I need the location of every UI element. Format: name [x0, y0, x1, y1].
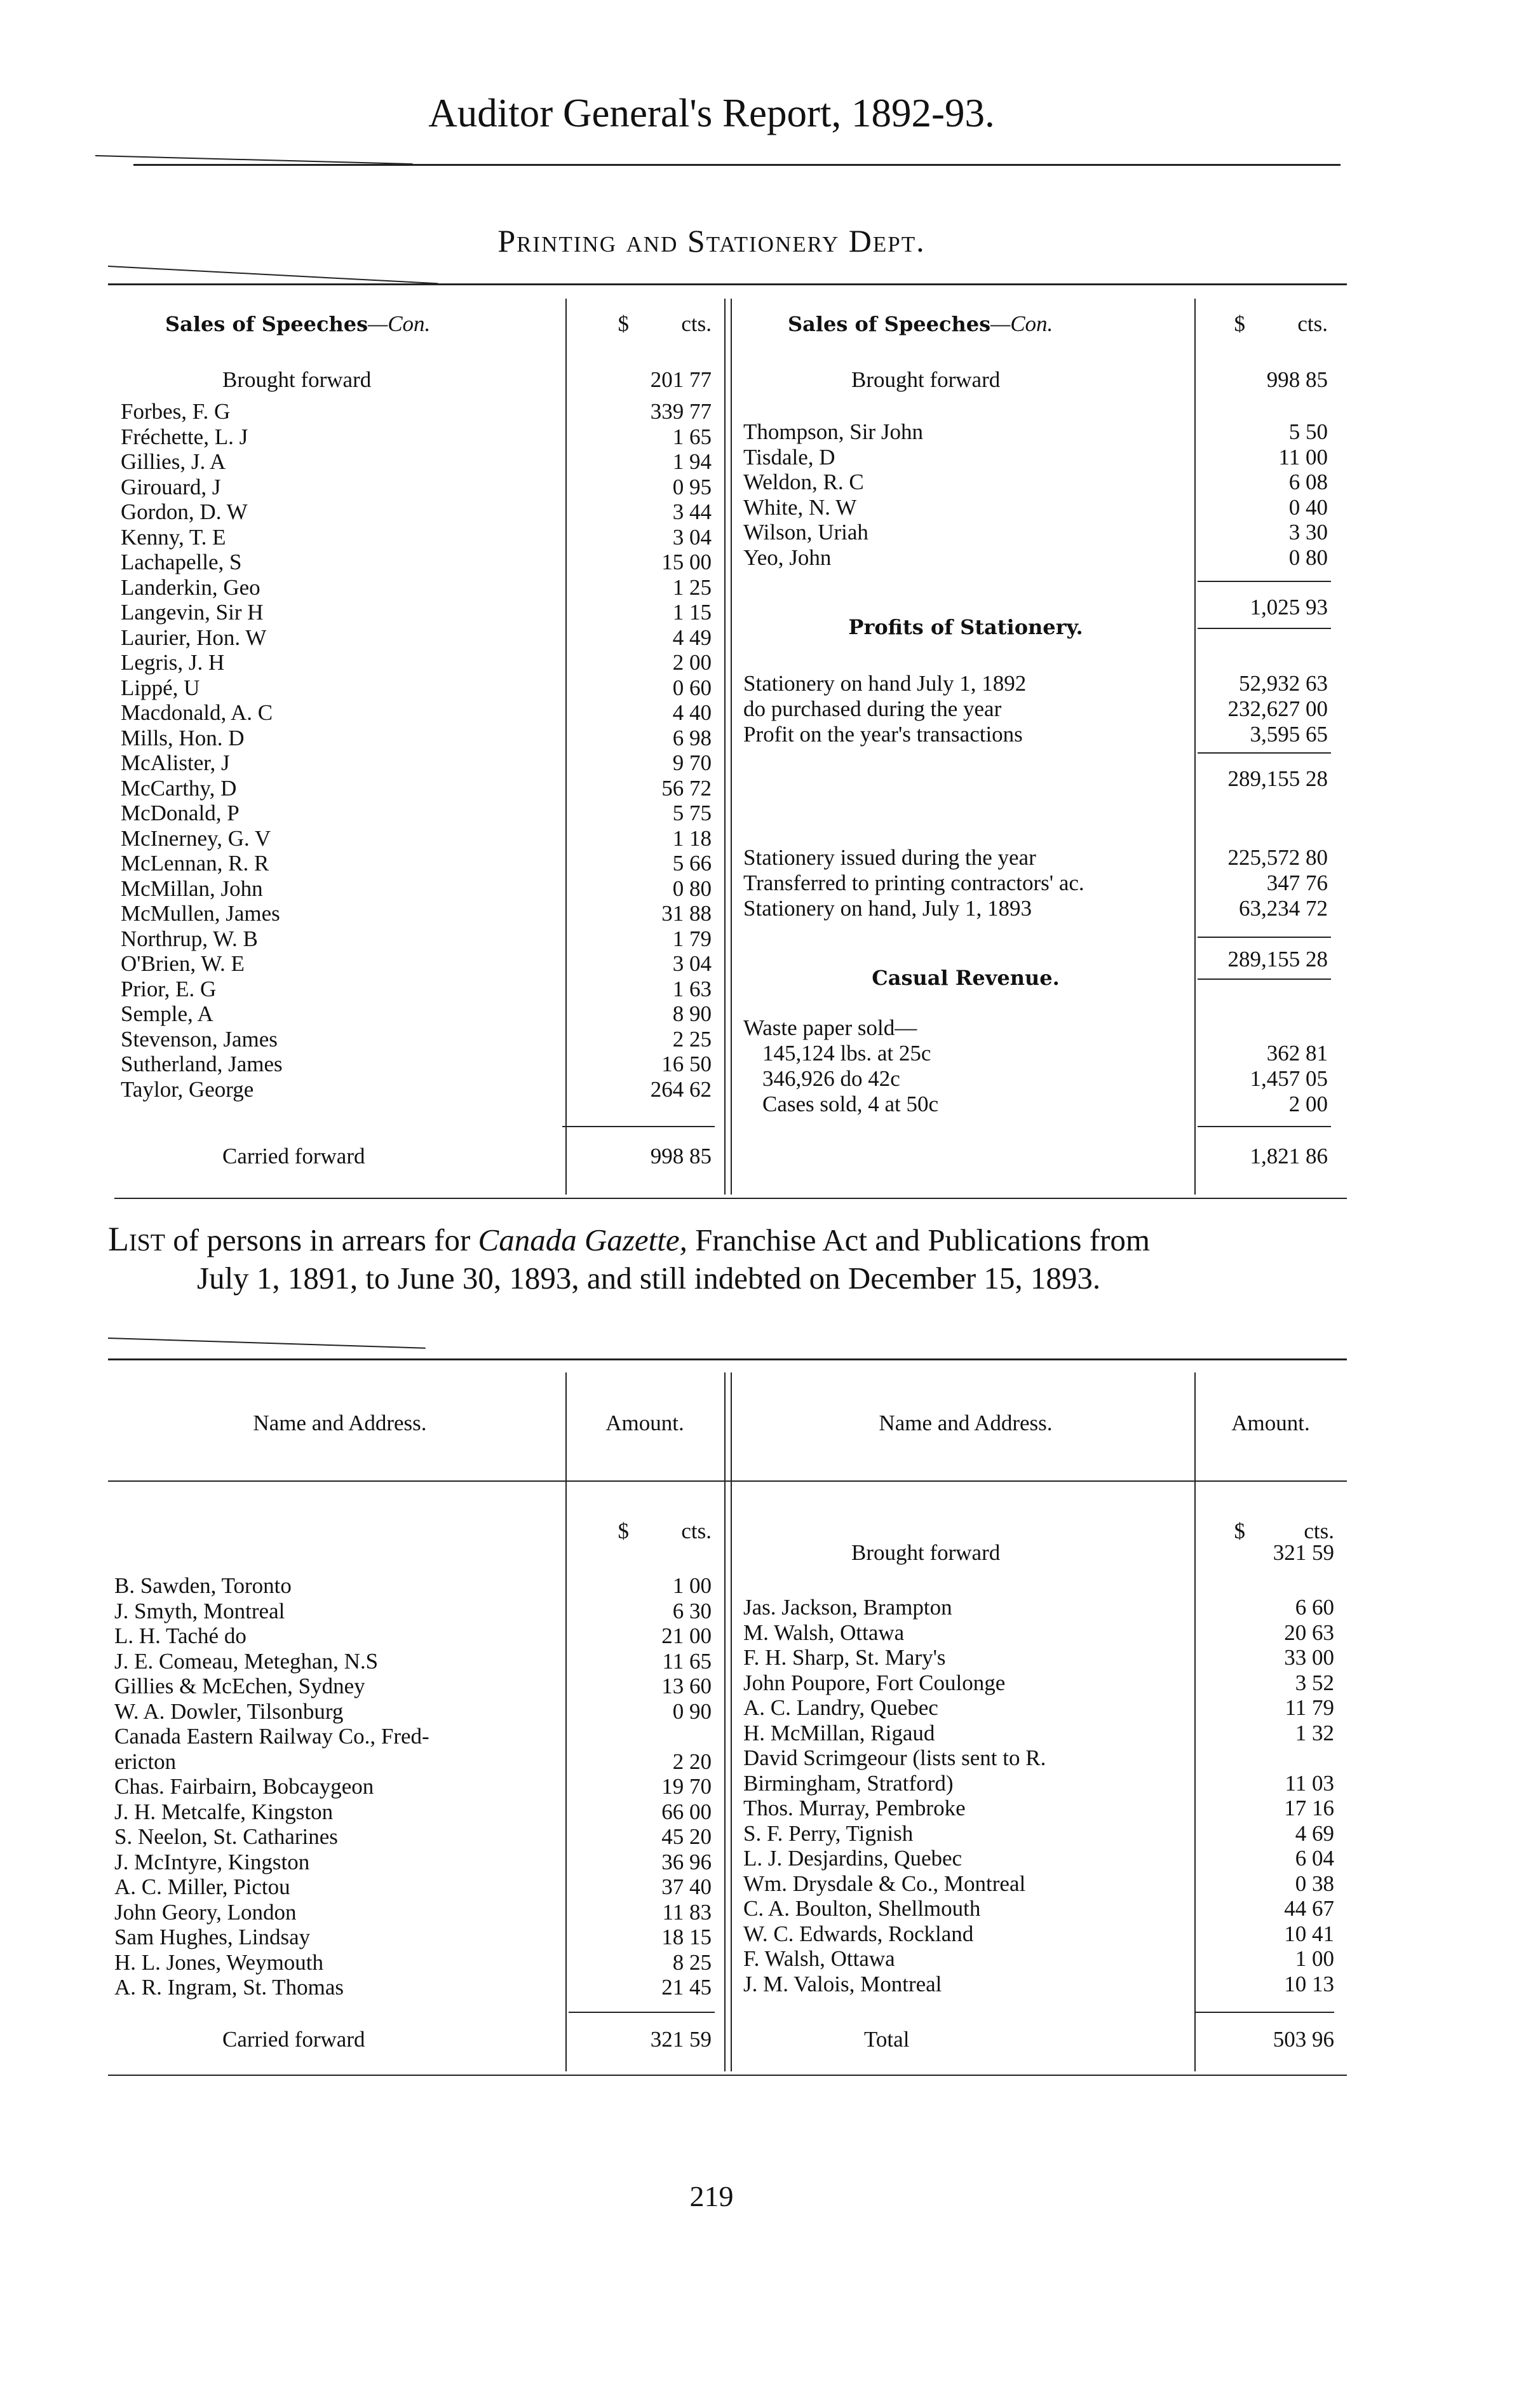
row-amount: 0 38 [1295, 1871, 1334, 1896]
row-amount: 0 95 [672, 474, 712, 499]
row-name: Mills, Hon. D [121, 725, 245, 750]
row-amount: 17 16 [1284, 1796, 1334, 1820]
speeches-subtotal: 1,025 93 [1250, 595, 1328, 620]
row-amount: 10 41 [1284, 1921, 1334, 1946]
row-amount: 45 20 [661, 1824, 712, 1849]
row-amount: 264 62 [650, 1076, 712, 1102]
casual-label: Waste paper sold— [743, 1015, 917, 1040]
col-dollars: $ [618, 1519, 629, 1543]
row-amount: 347 76 [1266, 870, 1328, 895]
row-amount: 8 25 [672, 1949, 712, 1975]
row-name: 346,926 do 42c [762, 1066, 900, 1091]
row-amount: 21 00 [661, 1623, 712, 1648]
row-amount: 56 72 [661, 775, 712, 801]
right-total-rule [1194, 2012, 1334, 2013]
row-amount: 37 40 [661, 1874, 712, 1899]
row-amount: 5 75 [672, 801, 712, 825]
row-name: McInerney, G. V [121, 825, 271, 851]
col-name-header: Name and Address. [253, 1411, 427, 1435]
row-name: John Poupore, Fort Coulonge [743, 1670, 1006, 1695]
row-name: McCarthy, D [121, 775, 237, 801]
profits-rule [1198, 752, 1331, 754]
row-name: Forbes, F. G [121, 399, 231, 424]
row-name: Girouard, J [121, 474, 221, 499]
row-amount: 66 00 [661, 1799, 712, 1824]
row-amount: 33 00 [1284, 1645, 1334, 1670]
row-name: Birmingham, Stratford) [743, 1770, 954, 1796]
row-amount: 1 79 [672, 926, 712, 951]
issued-rule-2 [1198, 979, 1331, 980]
row-amount: 11 00 [1278, 444, 1328, 470]
row-name: McMillan, John [121, 876, 263, 901]
row-name: White, N. W [743, 494, 857, 520]
row-amount: 1 63 [672, 976, 712, 1001]
top-col-rule-3 [731, 299, 732, 1195]
row-amount: 6 98 [672, 725, 712, 750]
speeches-left-heading: Sales of Speeches—Con. [165, 311, 431, 336]
issued-total: 289,155 28 [1227, 947, 1328, 972]
arrears-right-table [737, 1411, 1347, 2071]
row-name: Kenny, T. E [121, 524, 226, 550]
row-amount: 362 81 [1266, 1041, 1328, 1066]
row-amount: 0 90 [672, 1698, 712, 1724]
row-name: J. M. Valois, Montreal [743, 1971, 942, 1996]
arrears-rule [108, 1358, 1347, 1360]
row-amount: 2 25 [672, 1026, 712, 1052]
subtotal-rule [1198, 581, 1331, 582]
row-amount: 1 32 [1295, 1720, 1334, 1745]
row-name: F. H. Sharp, St. Mary's [743, 1645, 946, 1670]
row-amount: 2 00 [1288, 1092, 1328, 1116]
right-carried-forward: 1,821 86 [1250, 1144, 1328, 1168]
row-amount: 6 08 [1288, 470, 1328, 494]
page-number: 219 [689, 2180, 734, 2212]
speeches-right-heading: Sales of Speeches—Con. [788, 311, 1053, 336]
row-name: Stationery on hand July 1, 1892 [743, 671, 1027, 696]
row-name: Sam Hughes, Lindsay [114, 1925, 311, 1949]
row-name: 145,124 lbs. at 25c [762, 1041, 931, 1066]
top-bottom-rule [114, 1198, 1347, 1199]
col-amount-header: Amount. [1231, 1411, 1310, 1435]
row-name: A. R. Ingram, St. Thomas [114, 1975, 344, 2000]
row-amount: 4 40 [672, 700, 712, 725]
row-name: M. Walsh, Ottawa [743, 1620, 905, 1645]
row-name: Profit on the year's transactions [743, 722, 1023, 747]
profits-heading: Profits of Stationery. [848, 615, 1083, 639]
row-amount: 31 88 [661, 901, 712, 926]
profits-total: 289,155 28 [1227, 766, 1328, 791]
row-amount: 1 65 [672, 424, 712, 449]
col-name-header: Name and Address. [879, 1411, 1053, 1435]
row-name: Lippé, U [121, 675, 200, 700]
row-amount: 1 15 [672, 600, 712, 625]
row-name: Chas. Fairbairn, Bobcaygeon [114, 1774, 374, 1799]
arrears-carried-label: Carried forward [222, 2027, 365, 2052]
row-amount: 52,932 63 [1239, 671, 1328, 696]
title-rule-thin [95, 155, 413, 165]
row-amount: 11 03 [1285, 1770, 1334, 1796]
row-amount: 21 45 [661, 1975, 712, 2000]
row-name: Weldon, R. C [743, 470, 864, 494]
row-amount: 10 13 [1284, 1971, 1334, 1996]
row-name: S. F. Perry, Tignish [743, 1820, 914, 1846]
row-name: Gordon, D. W [121, 499, 248, 524]
speeches-right-table [737, 311, 1347, 1188]
department-heading: Printing and Stationery Dept. [497, 223, 926, 259]
col-cents: cts. [1297, 311, 1328, 336]
arrears-col-rule-2 [724, 1372, 726, 2071]
row-name: Legris, J. H [121, 650, 225, 675]
row-amount: 0 60 [672, 675, 712, 700]
row-name: McLennan, R. R [121, 851, 269, 876]
row-amount: 11 79 [1285, 1695, 1334, 1720]
row-name: W. C. Edwards, Rockland [743, 1921, 974, 1946]
row-name: J. Smyth, Montreal [114, 1598, 285, 1623]
dept-rule-thin [108, 266, 438, 284]
row-name: Lachapelle, S [121, 550, 242, 574]
row-amount: 13 60 [661, 1674, 712, 1698]
row-amount: 4 69 [1295, 1820, 1334, 1846]
carried-forward-label: Carried forward [222, 1144, 365, 1168]
row-name: Sutherland, James [121, 1052, 283, 1076]
title-rule [133, 164, 1341, 166]
row-name: S. Neelon, St. Catharines [114, 1824, 338, 1849]
arrears-brought-label: Brought forward [851, 1540, 1001, 1565]
row-name: do purchased during the year [743, 696, 1002, 721]
row-amount: 3 52 [1295, 1670, 1334, 1695]
row-name: Stevenson, James [121, 1026, 278, 1052]
col-cents: cts. [681, 311, 712, 336]
row-name: J. H. Metcalfe, Kingston [114, 1799, 334, 1824]
row-amount: 16 50 [661, 1052, 712, 1076]
arrears-carried-amount: 321 59 [650, 2027, 712, 2052]
row-amount: 2 00 [672, 650, 712, 675]
row-name: A. C. Landry, Quebec [743, 1695, 938, 1720]
row-name: McAlister, J [121, 750, 230, 775]
row-name: Tisdale, D [743, 444, 835, 470]
arrears-intro-line-1: List of persons in arrears for Canada Gazette, Franchise Act and Publications from [108, 1220, 1150, 1258]
arrears-rule-thin [108, 1338, 426, 1349]
col-amount-header: Amount. [605, 1411, 684, 1435]
row-name: Transferred to printing contractors' ac. [743, 870, 1084, 895]
row-amount: 2 20 [672, 1749, 712, 1774]
row-name: Yeo, John [743, 545, 832, 570]
brought-forward-label: Brought forward [851, 367, 1001, 392]
row-name: F. Walsh, Ottawa [743, 1946, 895, 1971]
row-name: Stationery on hand, July 1, 1893 [743, 896, 1032, 921]
row-name: H. L. Jones, Weymouth [114, 1949, 324, 1975]
row-name: L. H. Taché do [114, 1623, 247, 1648]
dept-rule [108, 283, 1347, 285]
row-name: A. C. Miller, Pictou [114, 1874, 290, 1899]
arrears-total-label: Total [864, 2027, 910, 2052]
col-dollars: $ [1234, 311, 1245, 336]
row-amount: 3 04 [672, 524, 712, 550]
top-col-rule-2 [724, 299, 726, 1195]
row-name: McDonald, P [121, 801, 240, 825]
col-dollars: $ [1234, 1519, 1245, 1543]
row-name: Wilson, Uriah [743, 520, 868, 545]
row-name: W. A. Dowler, Tilsonburg [114, 1698, 344, 1724]
arrears-brought-amount: 321 59 [1273, 1540, 1334, 1565]
row-name: Jas. Jackson, Brampton [743, 1595, 952, 1620]
row-amount: 1 00 [672, 1573, 712, 1598]
row-name: Prior, E. G [121, 976, 217, 1001]
arrears-intro-line-2: July 1, 1891, to June 30, 1893, and still indebted on December 15, 1893. [197, 1261, 1101, 1296]
arrears-bottom-rule [108, 2075, 1347, 2076]
carried-rule [1198, 1126, 1331, 1127]
arrears-intro [108, 1220, 1347, 1297]
row-name: Landerkin, Geo [121, 574, 260, 600]
row-amount: 1 00 [1295, 1946, 1334, 1971]
row-amount: 18 15 [661, 1925, 712, 1949]
row-amount: 0 40 [1288, 494, 1328, 520]
brought-forward-label: Brought forward [222, 367, 372, 392]
col-dollars: $ [618, 311, 629, 336]
row-name: Macdonald, A. C [121, 700, 273, 725]
row-name: Gillies & McEchen, Sydney [114, 1674, 365, 1698]
row-amount: 0 80 [1288, 545, 1328, 570]
row-amount: 3 04 [672, 951, 712, 976]
row-amount: 6 30 [672, 1598, 712, 1623]
row-name: Fréchette, L. J [121, 424, 248, 449]
row-name: Semple, A [121, 1001, 213, 1026]
row-name: Cases sold, 4 at 50c [762, 1092, 939, 1116]
left-carried-rule [569, 2012, 715, 2013]
row-name: J. E. Comeau, Meteghan, N.S [114, 1648, 379, 1674]
row-name: Laurier, Hon. W [121, 625, 267, 650]
row-name: Langevin, Sir H [121, 600, 264, 625]
row-name: McMullen, James [121, 901, 280, 926]
row-name: H. McMillan, Rigaud [743, 1720, 935, 1745]
row-amount: 339 77 [650, 399, 712, 424]
row-name: Gillies, J. A [121, 449, 226, 474]
row-name: J. McIntyre, Kingston [114, 1849, 310, 1874]
row-amount: 225,572 80 [1227, 845, 1328, 870]
row-amount: 3,595 65 [1250, 722, 1328, 747]
row-amount: 232,627 00 [1227, 696, 1328, 721]
row-amount: 3 30 [1288, 520, 1328, 545]
row-amount: 6 04 [1295, 1846, 1334, 1871]
row-amount: 11 83 [662, 1899, 712, 1925]
page-title: Auditor General's Report, 1892-93. [428, 91, 995, 135]
col-cents: cts. [1304, 1519, 1334, 1543]
row-amount: 1 94 [672, 449, 712, 474]
row-amount: 19 70 [661, 1774, 712, 1799]
arrears-left-table [114, 1411, 724, 2071]
row-name: Taylor, George [121, 1076, 254, 1102]
row-name: B. Sawden, Toronto [114, 1573, 292, 1598]
row-amount: 36 96 [661, 1849, 712, 1874]
brought-forward-amount: 201 77 [650, 367, 712, 392]
row-amount: 9 70 [672, 750, 712, 775]
row-name: Thompson, Sir John [743, 419, 923, 444]
row-name: O'Brien, W. E [121, 951, 245, 976]
row-amount: 4 49 [672, 625, 712, 650]
subtotal-rule-2 [1198, 628, 1331, 629]
row-amount: 6 60 [1295, 1595, 1334, 1620]
row-name: ericton [114, 1749, 177, 1774]
row-amount: 20 63 [1284, 1620, 1334, 1645]
arrears-col-rule-3 [731, 1372, 732, 2071]
row-name: David Scrimgeour (lists sent to R. [743, 1745, 1046, 1770]
row-amount: 11 65 [662, 1648, 712, 1674]
row-name: Northrup, W. B [121, 926, 258, 951]
row-amount: 1 25 [672, 574, 712, 600]
carried-forward-amount: 998 85 [650, 1144, 712, 1168]
row-name: Thos. Murray, Pembroke [743, 1796, 966, 1820]
row-name: Wm. Drysdale & Co., Montreal [743, 1871, 1026, 1896]
carried-rule [562, 1126, 715, 1127]
row-name: John Geory, London [114, 1899, 297, 1925]
row-name: Stationery issued during the year [743, 845, 1036, 870]
row-name: Canada Eastern Railway Co., Fred- [114, 1724, 429, 1749]
row-amount: 3 44 [672, 499, 712, 524]
issued-rule [1198, 937, 1331, 938]
brought-forward-amount: 998 85 [1266, 367, 1328, 392]
row-amount: 5 50 [1288, 419, 1328, 444]
row-amount: 8 90 [672, 1001, 712, 1026]
row-amount: 5 66 [672, 851, 712, 876]
row-name: L. J. Desjardins, Quebec [743, 1846, 962, 1871]
row-amount: 0 80 [672, 876, 712, 901]
arrears-total-amount: 503 96 [1273, 2027, 1334, 2052]
row-amount: 1,457 05 [1250, 1066, 1328, 1091]
row-amount: 1 18 [672, 825, 712, 851]
row-amount: 63,234 72 [1239, 896, 1328, 921]
col-cents: cts. [681, 1519, 712, 1543]
row-amount: 15 00 [661, 550, 712, 574]
casual-heading: Casual Revenue. [872, 966, 1060, 990]
row-name: C. A. Boulton, Shellmouth [743, 1896, 981, 1921]
speeches-left-table [121, 311, 724, 1188]
row-amount: 44 67 [1284, 1896, 1334, 1921]
